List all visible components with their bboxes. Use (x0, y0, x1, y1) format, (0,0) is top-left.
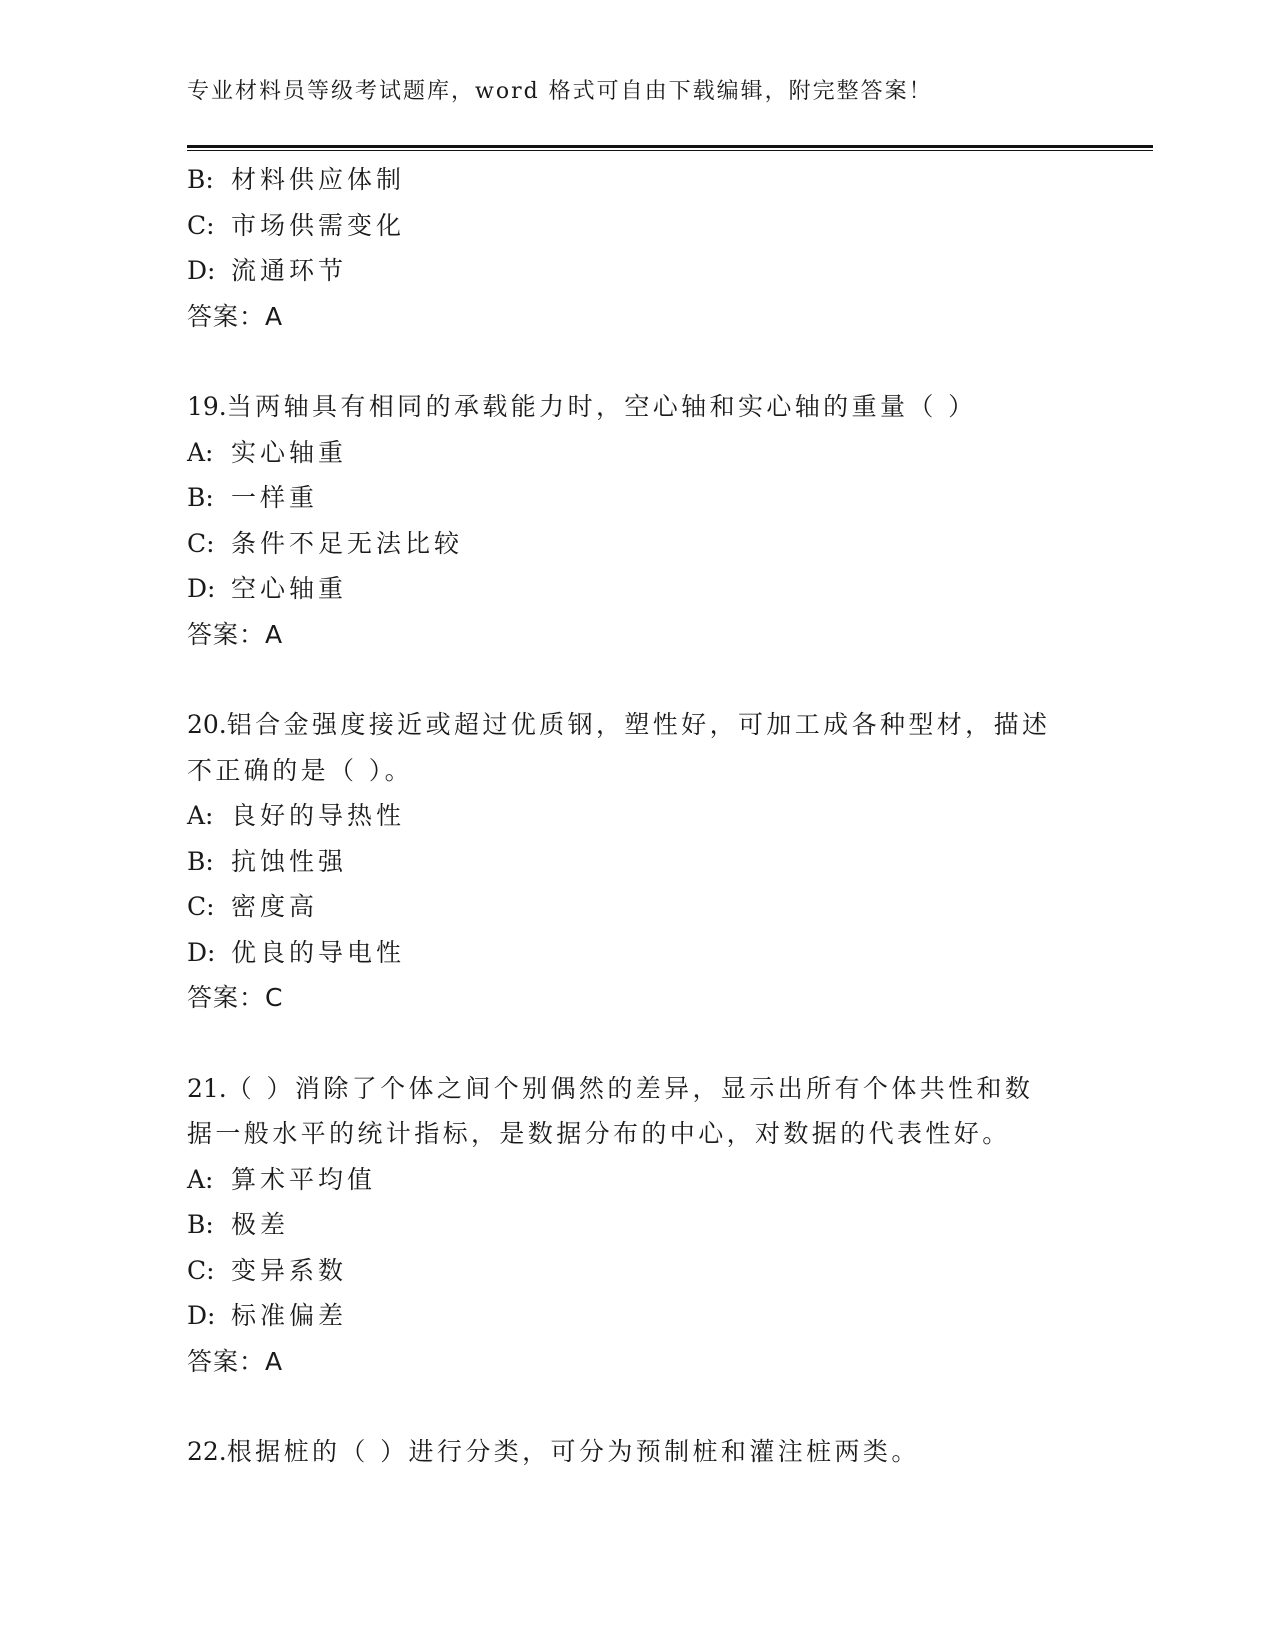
option-b (187, 839, 1077, 885)
question-stem-line: 不正确的是（ ）。 (187, 755, 414, 785)
question-stem-continued (187, 1111, 1077, 1157)
option-text: 极差 (231, 1210, 290, 1239)
option-a (187, 1157, 1077, 1203)
option-c (187, 203, 1077, 249)
spacer (187, 657, 1077, 702)
option-label: D: (187, 1301, 216, 1330)
option-label: B: (187, 1210, 214, 1239)
question-stem-line: 铝合金强度接近或超过优质钢，塑性好，可加工成各种型材，描述 (226, 710, 1051, 739)
question-stem (187, 702, 1077, 748)
option-b (187, 475, 1077, 521)
question-number: 20. (187, 710, 227, 739)
option-a (187, 430, 1077, 476)
option-text: 密度高 (231, 892, 319, 921)
question-20 (187, 702, 1077, 1021)
option-label: A: (187, 801, 214, 830)
page-header: 专业材料员等级考试题库，word 格式可自由下载编辑，附完整答案！ (187, 79, 933, 104)
option-label: A: (187, 437, 214, 467)
option-text: 一样重 (231, 483, 319, 512)
option-d (187, 248, 1077, 294)
question-content (187, 157, 1077, 1475)
option-c (187, 521, 1077, 567)
option-c (187, 884, 1077, 930)
option-text: 流通环节 (231, 256, 348, 285)
option-label: D: (187, 574, 216, 603)
question-stem-line: 当两轴具有相同的承载能力时，空心轴和实心轴的重量（ ） (226, 392, 977, 421)
question-stem (187, 1429, 1077, 1475)
option-d (187, 1293, 1077, 1339)
option-text: 优良的导电性 (231, 937, 406, 967)
option-c (187, 1248, 1077, 1294)
option-label: A: (187, 1164, 214, 1194)
option-text: 材料供应体制 (231, 165, 406, 194)
spacer (187, 1021, 1077, 1066)
question-number: 21. (187, 1073, 227, 1103)
option-text: 标准偏差 (231, 1301, 348, 1330)
question-stem (187, 384, 1077, 430)
option-label: B: (187, 483, 214, 512)
option-d (187, 930, 1077, 976)
option-text: 实心轴重 (231, 437, 348, 467)
spacer (187, 1384, 1077, 1429)
question-stem-continued (187, 748, 1077, 794)
option-text: 条件不足无法比较 (231, 528, 464, 558)
question-stem (187, 1066, 1077, 1112)
option-text: 良好的导热性 (231, 801, 406, 830)
answer-line: 答案：C (187, 983, 284, 1012)
option-text: 空心轴重 (231, 574, 348, 603)
answer-line: 答案：A (187, 619, 284, 649)
answer-line: 答案：A (187, 1346, 284, 1376)
option-b (187, 1202, 1077, 1248)
option-text: 算术平均值 (231, 1164, 377, 1194)
option-label: B: (187, 846, 214, 876)
option-d (187, 566, 1077, 612)
option-text: 抗蚀性强 (231, 846, 348, 876)
question-19 (187, 384, 1077, 657)
option-label: C: (187, 210, 215, 240)
option-label: B: (187, 165, 214, 194)
option-label: D: (187, 937, 216, 967)
option-label: C: (187, 528, 215, 558)
header-rule-thin (187, 150, 1153, 151)
question-21 (187, 1066, 1077, 1385)
question-stem-line: 根据桩的（ ）进行分类，可分为预制桩和灌注桩两类。 (226, 1437, 920, 1466)
option-label: C: (187, 892, 215, 921)
header-rule-thick (187, 145, 1153, 148)
question-number: 22. (187, 1437, 227, 1466)
question-number: 19. (187, 392, 227, 421)
option-text: 变异系数 (231, 1255, 348, 1285)
option-label: C: (187, 1255, 215, 1285)
question-stem-line: 据一般水平的统计指标，是数据分布的中心，对数据的代表性好。 (187, 1119, 1011, 1148)
question-stem-line: （ ）消除了个体之间个别偶然的差异，显示出所有个体共性和数 (226, 1073, 1034, 1103)
answer-line: 答案：A (187, 301, 284, 331)
carryover-block (187, 157, 1077, 339)
option-b (187, 157, 1077, 203)
spacer (187, 339, 1077, 384)
option-label: D: (187, 256, 216, 285)
option-a (187, 793, 1077, 839)
option-text: 市场供需变化 (231, 210, 406, 240)
question-22 (187, 1429, 1077, 1475)
